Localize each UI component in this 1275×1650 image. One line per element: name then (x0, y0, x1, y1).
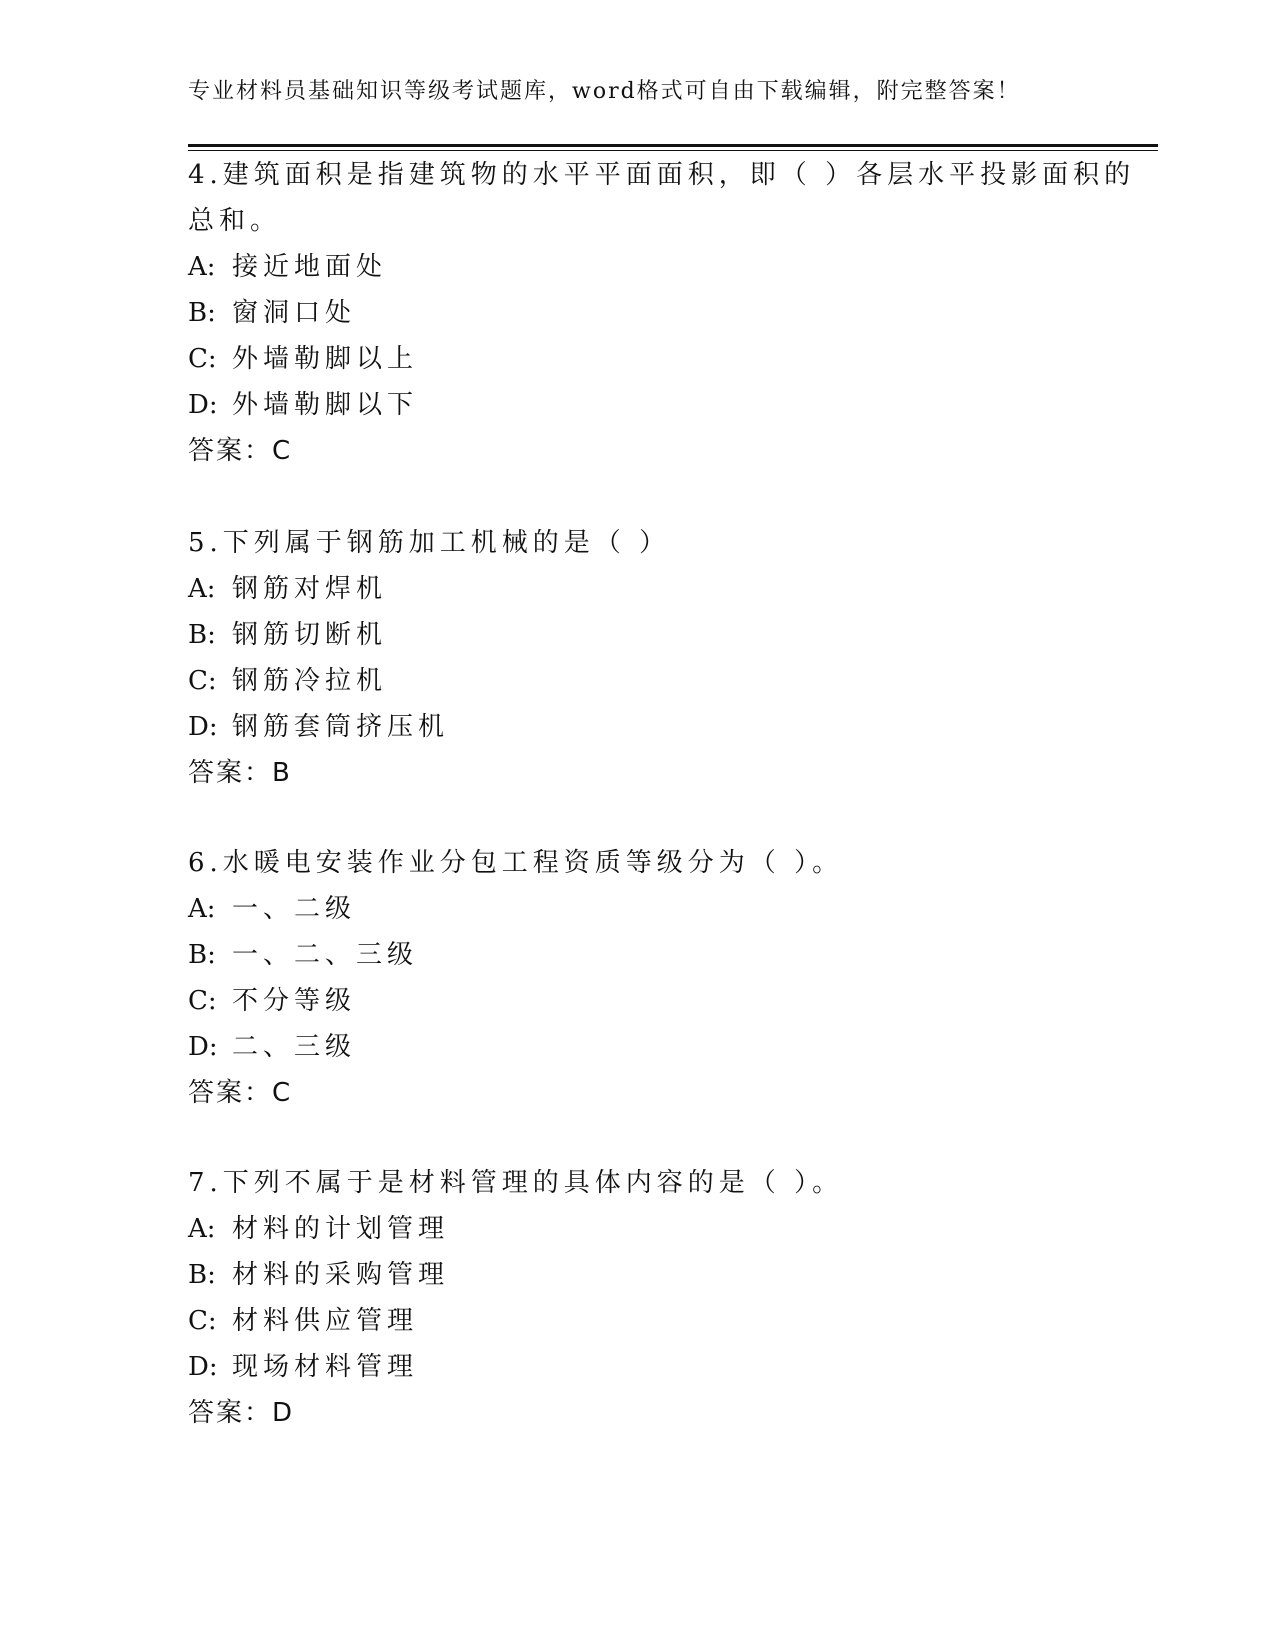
question-stem: 4.建筑面积是指建筑物的水平平面面积，即（ ）各层水平投影面积的 (188, 160, 1136, 190)
option-b (188, 932, 1088, 978)
option-text: 材料的计划管理 (232, 1214, 450, 1244)
option-text: 钢筋对焊机 (232, 574, 388, 604)
option-key: D: (188, 712, 218, 742)
answer-line: 答案：C (188, 1078, 293, 1108)
option-key: B: (188, 298, 216, 328)
question-6 (188, 840, 1088, 1116)
option-text: 钢筋套筒挤压机 (232, 712, 450, 742)
option-c (188, 1298, 1088, 1344)
question-stem: 7.下列不属于是材料管理的具体内容的是（ ）。 (188, 1168, 844, 1198)
option-a (188, 566, 1088, 612)
option-key: D: (188, 390, 218, 420)
option-key: C: (188, 1306, 217, 1336)
option-text: 二、三级 (232, 1032, 357, 1062)
option-text: 钢筋冷拉机 (232, 666, 388, 696)
option-key: D: (188, 1032, 218, 1062)
page-header: 专业材料员基础知识等级考试题库，word格式可自由下载编辑，附完整答案！ (188, 79, 1021, 104)
option-a (188, 886, 1088, 932)
question-stem: 6.水暖电安装作业分包工程资质等级分为（ ）。 (188, 848, 844, 878)
question-7 (188, 1160, 1088, 1436)
option-d (188, 1024, 1088, 1070)
option-d (188, 382, 1088, 428)
option-text: 现场材料管理 (232, 1352, 419, 1382)
option-key: B: (188, 620, 216, 650)
option-b (188, 1252, 1088, 1298)
option-key: C: (188, 344, 217, 374)
option-text: 一、二、三级 (232, 940, 419, 970)
option-d (188, 704, 1088, 750)
option-text: 一、二级 (232, 894, 357, 924)
option-text: 接近地面处 (232, 252, 388, 282)
option-text: 外墙勒脚以下 (232, 390, 419, 420)
option-text: 不分等级 (232, 986, 357, 1016)
option-key: A: (188, 252, 216, 282)
answer-line: 答案：C (188, 436, 293, 466)
option-text: 钢筋切断机 (232, 620, 388, 650)
option-key: C: (188, 986, 217, 1016)
option-c (188, 336, 1088, 382)
option-key: A: (188, 1214, 216, 1244)
option-a (188, 1206, 1088, 1252)
option-key: A: (188, 894, 216, 924)
option-b (188, 612, 1088, 658)
header-rule-thin (188, 150, 1158, 151)
answer-line: 答案：B (188, 758, 292, 788)
header-rule-thick (188, 144, 1158, 147)
option-key: B: (188, 940, 216, 970)
option-a (188, 244, 1088, 290)
answer-line: 答案：D (188, 1398, 295, 1428)
option-text: 材料的采购管理 (232, 1260, 450, 1290)
question-5 (188, 520, 1088, 796)
option-text: 窗洞口处 (232, 298, 357, 328)
option-key: D: (188, 1352, 218, 1382)
option-text: 材料供应管理 (232, 1306, 419, 1336)
option-d (188, 1344, 1088, 1390)
question-stem: 5.下列属于钢筋加工机械的是（ ） (188, 528, 671, 558)
option-key: C: (188, 666, 217, 696)
option-b (188, 290, 1088, 336)
option-c (188, 658, 1088, 704)
option-key: A: (188, 574, 216, 604)
question-4 (188, 152, 1136, 474)
question-stem-continued: 总和。 (188, 206, 282, 236)
option-c (188, 978, 1088, 1024)
option-text: 外墙勒脚以上 (232, 344, 419, 374)
option-key: B: (188, 1260, 216, 1290)
